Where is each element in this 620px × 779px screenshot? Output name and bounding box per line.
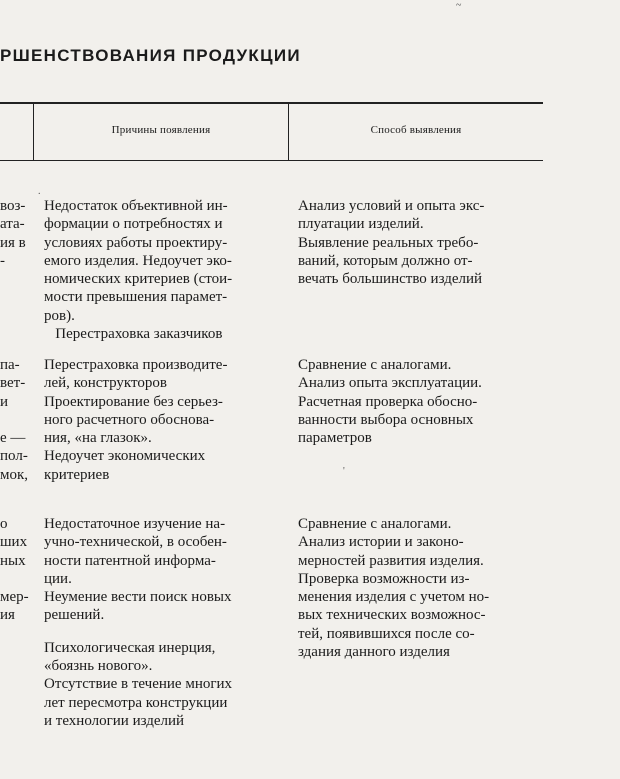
text-line: Перестраховка производите-	[44, 357, 228, 373]
text-line: Недостаток объективной ин-	[44, 198, 228, 214]
text-line: Проектирование без серьез-	[44, 393, 223, 410]
row-1-causes	[44, 197, 290, 343]
fragment-line: -	[0, 252, 5, 269]
text-line: Отсутствие в течение многих	[44, 676, 233, 693]
text-line: тей, появившихся после со-	[298, 625, 475, 642]
fragment-line: па-	[0, 357, 20, 373]
text-line: Анализ истории и законо-	[298, 534, 464, 551]
row-1-detection	[298, 197, 548, 288]
text-line: Психологическая инерция,	[44, 639, 216, 656]
print-speck: '	[343, 466, 345, 477]
fragment-line	[0, 570, 40, 588]
text-line: емого изделия. Недоучет эко-	[44, 252, 232, 269]
text-line: Сравнение с аналогами.	[298, 357, 452, 373]
row-3-causes	[44, 515, 290, 730]
fragment-line: ия в	[0, 234, 26, 251]
row-2-detection	[298, 356, 548, 447]
fragment-line: ших	[0, 534, 28, 551]
text-line: вых технических возможнос-	[298, 607, 486, 624]
fragment-line: мер-	[0, 589, 29, 606]
text-line: решений.	[44, 607, 105, 624]
text-line: критериев	[44, 466, 110, 483]
text-line: менения изделия с учетом но-	[298, 589, 490, 606]
text-line: ния, «на глазок».	[44, 430, 152, 447]
print-speck: ~	[456, 0, 462, 11]
fragment-line: ата-	[0, 216, 25, 233]
text-line: формации о потребностях и	[44, 216, 223, 233]
text-line: Проверка возможности из-	[298, 570, 470, 587]
text-line	[44, 625, 290, 639]
table-top-rule	[0, 102, 543, 104]
text-line: Недоучет экономических	[44, 448, 206, 465]
text-line: Выявление реальных требо-	[298, 234, 479, 251]
left-column-fragment-1	[0, 197, 40, 270]
text-line: условиях работы проектиру-	[44, 234, 228, 251]
left-column-fragment-3	[0, 515, 40, 625]
fragment-line: мок,	[0, 466, 29, 483]
text-line: здания данного изделия	[298, 644, 450, 661]
text-line: вечать большинство изделий	[298, 271, 483, 288]
fragment-line	[0, 411, 40, 429]
text-line: ров).	[44, 307, 75, 324]
text-line: параметров	[298, 430, 372, 447]
fragment-line: и	[0, 393, 9, 410]
text-line: «боязнь нового».	[44, 658, 153, 675]
text-line: учно-технической, в особен-	[44, 534, 227, 551]
text-line: Перестраховка заказчиков	[44, 326, 223, 343]
left-column-fragment-2	[0, 356, 40, 484]
text-line: Расчетная проверка обосно-	[298, 393, 478, 410]
fragment-line: вет-	[0, 375, 26, 392]
text-line: Сравнение с аналогами.	[298, 516, 452, 532]
text-line: лей, конструкторов	[44, 375, 167, 392]
text-line: ванности выбора основных	[298, 411, 474, 428]
text-line: ваний, которым должно от-	[298, 252, 473, 269]
text-line: плуатации изделий.	[298, 216, 424, 233]
text-line: Анализ опыта эксплуатации.	[298, 375, 482, 392]
text-line: ности патентной информа-	[44, 552, 216, 569]
text-line: ции.	[44, 570, 72, 587]
fragment-line: о	[0, 516, 8, 532]
fragment-line: е —	[0, 430, 26, 447]
row-2-causes	[44, 356, 290, 484]
fragment-line: воз-	[0, 198, 26, 214]
column-header-detection: Способ выявления	[370, 124, 462, 136]
text-line: ного расчетного обоснова-	[44, 411, 215, 428]
text-line: номических критериев (стои-	[44, 271, 233, 288]
text-line: лет пересмотра конструкции	[44, 694, 228, 711]
text-line: Неумение вести поиск новых	[44, 589, 232, 606]
text-line: мости превышения парамет-	[44, 289, 228, 306]
text-line: Недостаточное изучение на-	[44, 516, 226, 532]
text-line: и технологии изделий	[44, 712, 185, 729]
column-header-causes: Причины появления	[111, 124, 211, 136]
text-line: Анализ условий и опыта экс-	[298, 198, 485, 214]
text-line: мерностей развития изделия.	[298, 552, 484, 569]
page-heading: РШЕНСТВОВАНИЯ ПРОДУКЦИИ	[0, 46, 301, 65]
print-speck: .	[38, 186, 41, 197]
fragment-line: ных	[0, 552, 26, 569]
row-3-detection	[298, 515, 548, 661]
table-header-rule	[0, 160, 543, 161]
fragment-line: ия	[0, 607, 15, 624]
fragment-line: пол-	[0, 448, 28, 465]
